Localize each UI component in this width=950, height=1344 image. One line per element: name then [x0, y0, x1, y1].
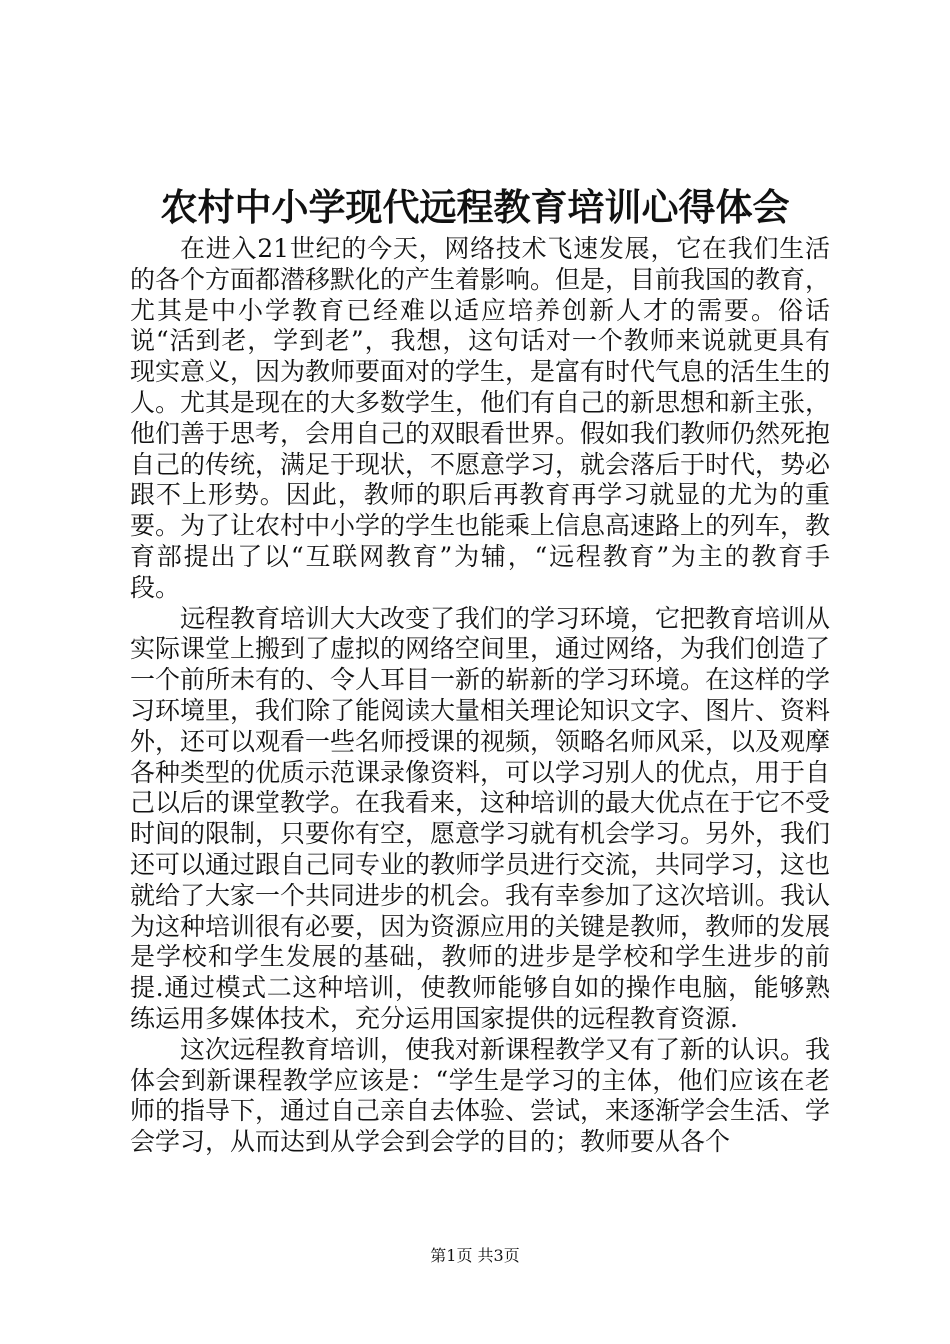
paragraph-1: 在进入21世纪的今天，网络技术飞速发展，它在我们生活的各个方面都潜移默化的产生着影响。但是，目前我国的教育，尤其是中小学教育已经难以适应培养创新人才的需要。俗话说“活到老，学到老”，我想，这句话对一个教师来说就更具有现实意义，因为教师要面对的学生，是富有时代气息的活生生的人。尤其是现在的大多数学生，他们有自己的新思想和新主张，他们善于思考，会用自己的双眼看世界。假如我们教师仍然死抱自己的传统，满足于现状，不愿意学习，就会落后于时代，势必跟不上形势。因此，教师的职后再教育再学习就显的尤为的重要。为了让农村中小学的学生也能乘上信息高速路上的列车，教育部提出了以“互联网教育”为辅，“远程教育”为主的教育手段。 [130, 234, 831, 602]
paragraph-3: 这次远程教育培训，使我对新课程教学又有了新的认识。我体会到新课程教学应该是：“学生是学习的主体，他们应该在老师的指导下，通过自己亲自去体验、尝试，来逐渐学会生活、学会学习，从而达到从学会到会学的目的；教师要从各个 [130, 1034, 831, 1157]
document-body [130, 234, 830, 1158]
paragraph-2: 远程教育培训大大改变了我们的学习环境，它把教育培训从实际课堂上搬到了虚拟的网络空间里，通过网络，为我们创造了一个前所未有的、令人耳目一新的崭新的学习环境。在这样的学习环境里，我们除了能阅读大量相关理论知识文字、图片、资料外，还可以观看一些名师授课的视频，领略名师风采，以及观摩各种类型的优质示范课录像资料，可以学习别人的优点，用于自己以后的课堂教学。在我看来，这种培训的最大优点在于它不受时间的限制，只要你有空，愿意学习就有机会学习。另外，我们还可以通过跟自己同专业的教师学员进行交流，共同学习，这也就给了大家一个共同进步的机会。我有幸参加了这次培训。我认为这种培训很有必要，因为资源应用的关键是教师，教师的发展是学校和学生发展的基础，教师的进步是学校和学生进步的前提.通过模式二这种培训，使教师能够自如的操作电脑，能够熟练运用多媒体技术，充分运用国家提供的远程教育资源. [130, 603, 831, 1033]
document-title: 农村中小学现代远程教育培训心得体会 [160, 185, 790, 229]
page-number-footer: 第1页 共3页 [430, 1246, 520, 1265]
